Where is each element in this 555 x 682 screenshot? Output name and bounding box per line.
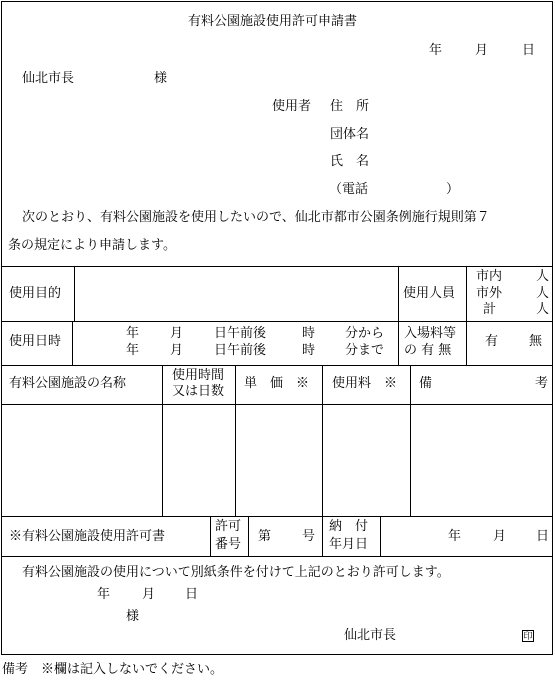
dt1-day: 日	[214, 326, 228, 341]
persons-label: 使用人員	[403, 286, 456, 301]
persons-total: 計	[483, 302, 497, 317]
date-day: 日	[522, 43, 536, 58]
persons-total-unit: 人	[536, 302, 550, 317]
dt1-ampm: 午前後	[227, 326, 267, 341]
body-text-line1: 次のとおり、有料公園施設を使用したいので、仙北市都市公園条例施行規則第７	[22, 210, 490, 225]
permit-dai: 第	[258, 529, 272, 544]
rule-permit-v2	[248, 516, 249, 556]
rule-permit-bottom	[2, 556, 552, 557]
permit-label: ※有料公園施設使用許可書	[9, 529, 166, 544]
rule-facility-v1	[162, 365, 163, 517]
rule-facility-v2	[235, 365, 236, 517]
date-month: 月	[475, 43, 489, 58]
col-time-1: 使用時間	[172, 368, 225, 383]
rule-permit-top	[2, 516, 552, 517]
applicant-group-label: 団体名	[330, 127, 370, 142]
applicant-name-label: 氏 名	[330, 154, 370, 169]
col-note-2: 考	[535, 376, 549, 391]
permit-go: 号	[302, 529, 316, 544]
rule-datetime-v1	[72, 321, 73, 365]
applicant-phone-open: （電話	[329, 182, 369, 197]
dt2-min: 分まで	[345, 343, 385, 358]
applicant-label: 使用者	[272, 99, 312, 114]
dt1-min: 分から	[345, 326, 385, 341]
fee-yes: 有	[485, 334, 499, 349]
col-price: 単 価 ※	[244, 376, 310, 391]
rule-purpose-v1	[74, 266, 75, 321]
rule-permit-v4	[380, 516, 381, 556]
fee-label-1: 入場料等	[404, 326, 457, 341]
col-note-1: 備	[419, 376, 433, 391]
persons-city-in-unit: 人	[536, 269, 550, 284]
persons-city-in: 市内	[476, 269, 503, 284]
footnote: 備考 ※欄は記入しないでください。	[2, 662, 224, 677]
purpose-label: 使用目的	[9, 286, 62, 301]
col-facility-name: 有料公園施設の名称	[9, 376, 127, 391]
dt2-month: 月	[170, 343, 184, 358]
col-time-2: 又は日数	[172, 384, 225, 399]
rule-facility-header-top	[2, 365, 552, 366]
permit-date-month: 月	[142, 587, 156, 602]
dt1-day-ampm	[214, 326, 266, 342]
addressee-sama: 様	[154, 71, 168, 86]
application-form	[1, 1, 553, 655]
fee-no: 無	[529, 334, 543, 349]
form-title: 有料公園施設使用許可申請書	[188, 14, 358, 29]
fee-label-2: の 有 無	[404, 343, 452, 358]
applicant-address-label: 住 所	[330, 99, 370, 114]
addressee-name: 仙北市長	[22, 71, 75, 86]
permit-date-day: 日	[185, 587, 199, 602]
payment-day: 日	[536, 529, 550, 544]
issuer-name: 仙北市長	[344, 628, 397, 643]
seal-icon: 印	[523, 632, 533, 642]
rule-facility-v3	[322, 365, 323, 517]
persons-city-out: 市外	[476, 286, 503, 301]
datetime-label: 使用日時	[9, 334, 62, 349]
dt2-year: 年	[126, 343, 140, 358]
dt2-hour: 時	[302, 343, 316, 358]
permit-num-label-2: 番号	[215, 537, 242, 552]
permit-date-year: 年	[97, 587, 111, 602]
rule-purpose-v3	[466, 266, 467, 365]
payment-year: 年	[448, 529, 462, 544]
permit-sama: 様	[126, 609, 140, 624]
payment-date-label-1: 納 付	[329, 519, 369, 534]
rule-purpose-v2	[398, 266, 399, 365]
rule-permit-v1	[210, 516, 211, 556]
dt2-ampm: 午前後	[227, 343, 267, 358]
body-text-line2: 条の規定により申請します。	[8, 238, 176, 253]
dt2-day-ampm	[214, 343, 266, 359]
applicant-phone-close: ）	[446, 182, 460, 197]
permit-num-label-1: 許可	[215, 519, 242, 534]
rule-permit-v3	[322, 516, 323, 556]
dt1-hour: 時	[302, 326, 316, 341]
persons-city-out-unit: 人	[536, 286, 550, 301]
dt1-month: 月	[170, 326, 184, 341]
rule-facility-v4	[410, 365, 411, 517]
rule-facility-header-bottom	[2, 404, 552, 405]
payment-date-label-2: 年月日	[329, 537, 369, 552]
dt1-year: 年	[126, 326, 140, 341]
dt2-day: 日	[214, 343, 228, 358]
permit-text: 有料公園施設の使用について別紙条件を付けて上記のとおり許可します。	[22, 565, 450, 580]
rule-purpose-top	[2, 266, 552, 267]
date-year: 年	[429, 43, 443, 58]
payment-month: 月	[493, 529, 507, 544]
rule-datetime-top	[2, 321, 552, 322]
col-fee: 使用料 ※	[332, 376, 398, 391]
